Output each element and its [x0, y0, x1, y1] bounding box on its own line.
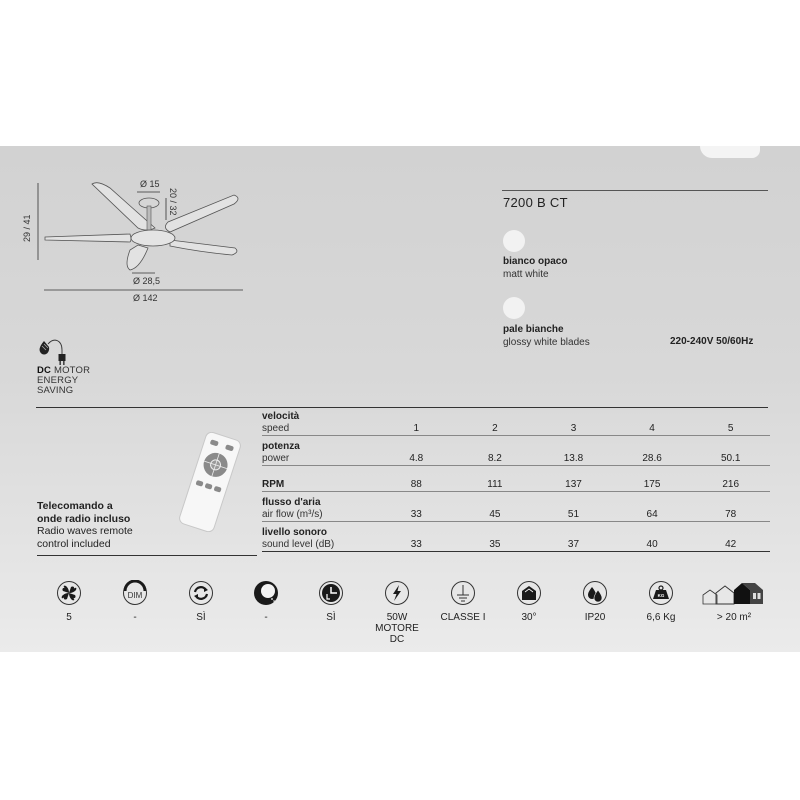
dimmer-icon	[122, 580, 148, 606]
finish-swatch-glossy-white	[503, 297, 525, 319]
cell: 175	[643, 479, 661, 490]
cell: 1	[413, 423, 420, 434]
cell: 33	[410, 539, 422, 550]
cell: 2	[492, 423, 498, 434]
blade-finish-name-it: pale bianche	[503, 324, 564, 335]
finish-name-it: bianco opaco	[503, 256, 568, 267]
feature-value: -	[264, 612, 268, 623]
row-label-en: sound level (dB)	[262, 538, 335, 550]
feature-value: IP20	[584, 612, 606, 623]
row-label-it: RPM	[262, 478, 285, 490]
row-label-en: power	[262, 452, 290, 464]
cell: 216	[722, 479, 740, 490]
feature-value: -	[133, 612, 137, 623]
cell: 111	[487, 479, 503, 490]
saving-label: SAVING	[37, 385, 74, 396]
remote-text-it-2: onde radio incluso	[37, 512, 131, 525]
feature-value: SÌ	[196, 612, 206, 623]
ceiling-fan-icon	[20, 170, 270, 310]
reverse-icon	[188, 580, 214, 606]
feature-slope	[494, 580, 564, 623]
body-diameter-label: Ø 28,5	[133, 276, 161, 286]
feature-value: 30°	[521, 612, 537, 623]
cell: 5	[727, 423, 734, 434]
cell: 137	[565, 479, 582, 490]
model-name: 7200 B CT	[503, 195, 568, 210]
weight-icon	[648, 580, 674, 606]
row-label-it: flusso d'aria	[262, 497, 321, 508]
row-label-it: velocità	[262, 411, 300, 422]
blade-span-label: Ø 142	[133, 293, 158, 303]
motor-label: MOTOR	[51, 365, 91, 376]
cell: 51	[567, 509, 580, 520]
cell: 3	[570, 423, 577, 434]
glare-highlight	[700, 146, 760, 158]
remote-text-it-1: Telecomando a	[37, 500, 113, 512]
dc-motor-badge-text	[37, 366, 90, 396]
table-row-power	[262, 436, 770, 466]
ip-rating-icon	[582, 580, 608, 606]
cell: 35	[489, 539, 501, 550]
feature-reverse	[166, 580, 236, 623]
svg-text:DIM: DIM	[127, 591, 143, 600]
table-row-sound	[262, 522, 770, 552]
finish-name-en: matt white	[503, 269, 549, 280]
downrod-height-label: 20 / 32	[168, 188, 178, 216]
cell: 28.6	[642, 453, 662, 464]
feature-value: 5	[66, 612, 72, 623]
feature-speeds	[34, 580, 104, 623]
svg-text:KG: KG	[657, 593, 665, 598]
fan-dimension-drawing	[20, 170, 270, 310]
cell: 37	[567, 539, 580, 550]
cell: 88	[410, 479, 422, 490]
feature-dimmer	[100, 580, 170, 623]
fan-speeds-icon	[56, 580, 82, 606]
timer-icon	[318, 580, 344, 606]
row-label-it: livello sonoro	[262, 527, 328, 538]
remote-text-en-2: control included	[37, 537, 111, 550]
night-mode-icon	[253, 580, 279, 606]
ground-class-icon	[450, 580, 476, 606]
row-label-en: air flow (m³/s)	[262, 508, 323, 520]
canopy-diameter-label: Ø 15	[140, 179, 160, 189]
cell: 42	[725, 539, 737, 550]
feature-value: > 20 m²	[716, 612, 752, 623]
room-size-icon	[701, 580, 767, 606]
finish-swatch-matt-white	[503, 230, 525, 252]
remote-divider	[37, 555, 257, 556]
feature-timer	[296, 580, 366, 623]
table-row-speed	[262, 408, 770, 436]
slope-angle-icon	[516, 580, 542, 606]
feature-value: 50W MOTORE DC	[375, 612, 419, 645]
model-divider	[502, 190, 768, 191]
table-row-airflow	[262, 492, 770, 522]
dc-label: DC	[37, 365, 52, 376]
cell: 40	[646, 539, 658, 550]
cell: 13.8	[563, 453, 584, 464]
feature-value: SÌ	[326, 612, 336, 623]
table-row-rpm	[262, 466, 770, 492]
feature-night-mode	[231, 580, 301, 623]
speed-specs-table	[262, 408, 770, 552]
cell: 50.1	[720, 453, 741, 464]
cell: 4.8	[409, 453, 424, 464]
feature-class	[428, 580, 498, 623]
cell: 8.2	[487, 453, 502, 464]
cell: 4	[649, 423, 655, 434]
remote-control-image	[170, 432, 240, 532]
feature-room-size	[694, 580, 774, 623]
feature-motor-power	[362, 580, 432, 645]
total-height-label: 29 / 41	[22, 214, 32, 242]
remote-text-en-1: Radio waves remote	[37, 525, 133, 537]
energy-label: ENERGY	[37, 375, 79, 386]
remote-description	[37, 500, 133, 550]
motor-power-icon	[384, 580, 410, 606]
row-label-en: speed	[262, 422, 290, 434]
cell: 64	[646, 509, 658, 520]
cell: 33	[410, 509, 422, 520]
blade-finish-name-en: glossy white blades	[503, 337, 590, 348]
feature-weight	[626, 580, 696, 623]
feature-ip-rating	[560, 580, 630, 623]
feature-value: CLASSE I	[440, 612, 486, 623]
cell: 78	[725, 509, 737, 520]
voltage-spec: 220-240V 50/60Hz	[670, 336, 754, 347]
row-label-it: potenza	[262, 441, 300, 452]
feature-value: 6,6 Kg	[646, 612, 676, 623]
cell: 45	[489, 509, 501, 520]
